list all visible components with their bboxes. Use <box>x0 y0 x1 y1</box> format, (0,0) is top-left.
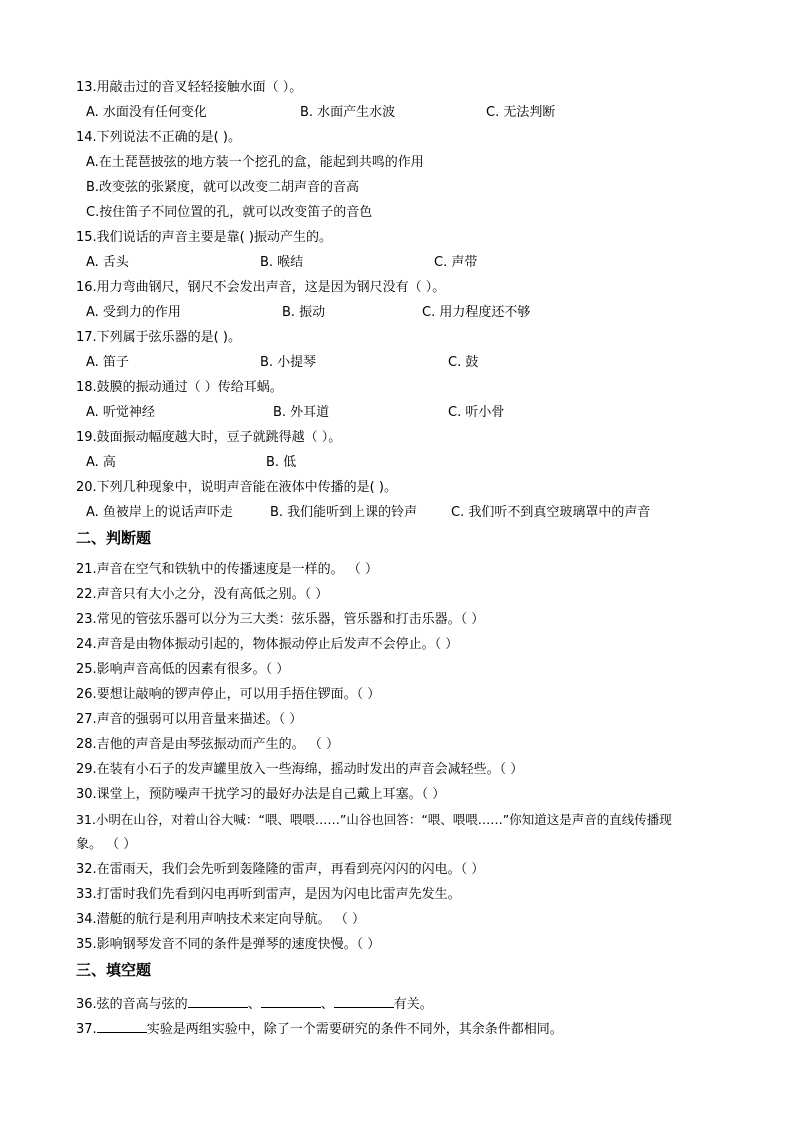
question-13: 13.用敲击过的音叉轻轻接触水面（ ）。 <box>76 80 303 95</box>
question-37 <box>76 1018 563 1038</box>
option-17-c: C. 鼓 <box>448 355 479 370</box>
option-19-a: A. 高 <box>86 455 116 470</box>
option-14-b: B.改变弦的张紧度，就可以改变二胡声音的音高 <box>86 180 360 195</box>
option-15-b: B. 喉结 <box>260 255 304 270</box>
question-14: 14.下列说法不正确的是( )。 <box>76 130 241 145</box>
option-18-b: B. 外耳道 <box>273 405 330 420</box>
answer-blank[interactable] <box>97 1018 147 1033</box>
section-title-judge: 二、判断题 <box>76 529 152 547</box>
option-17-a: A. 笛子 <box>86 355 129 370</box>
option-13-a: A. 水面没有任何变化 <box>86 105 207 120</box>
question-20: 20.下列几种现象中，说明声音能在液体中传播的是( )。 <box>76 480 397 495</box>
option-20-c: C. 我们听不到真空玻璃罩中的声音 <box>451 505 651 520</box>
question-21: 21.声音在空气和铁轨中的传播速度是一样的。 （ ） <box>76 562 378 577</box>
option-14-a: A.在土琵琶披弦的地方装一个挖孔的盒，能起到共鸣的作用 <box>86 155 424 170</box>
option-13-b: B. 水面产生水波 <box>300 105 396 120</box>
question-18: 18.鼓膜的振动通过（ ）传给耳蜗。 <box>76 380 283 395</box>
option-16-c: C. 用力程度还不够 <box>422 305 531 320</box>
question-30: 30.课堂上，预防噪声干扰学习的最好办法是自己戴上耳塞。（ ） <box>76 787 446 802</box>
question-37-text: 实验是两组实验中，除了一个需要研究的条件不同外，其余条件都相同。 <box>146 1022 563 1037</box>
question-16: 16.用力弯曲钢尺，钢尺不会发出声音，这是因为钢尺没有（ ）。 <box>76 280 446 295</box>
question-26: 26.要想让敲响的锣声停止，可以用手捂住锣面。（ ） <box>76 687 381 702</box>
question-22: 22.声音只有大小之分，没有高低之别。（ ） <box>76 587 329 602</box>
separator: 、 <box>247 997 261 1012</box>
question-35: 35.影响钢琴发音不同的条件是弹琴的速度快慢。（ ） <box>76 937 381 952</box>
question-24: 24.声音是由物体振动引起的，物体振动停止后发声不会停止。（ ） <box>76 637 459 652</box>
option-15-c: C. 声带 <box>434 255 478 270</box>
answer-blank[interactable] <box>334 993 394 1008</box>
option-18-c: C. 听小骨 <box>448 405 505 420</box>
question-29: 29.在装有小石子的发声罐里放入一些海绵，摇动时发出的声音会减轻些。（ ） <box>76 762 524 777</box>
answer-blank[interactable] <box>261 993 321 1008</box>
question-32: 32.在雷雨天，我们会先听到轰隆隆的雷声，再看到亮闪闪的闪电。（ ） <box>76 862 485 877</box>
option-13-c: C. 无法判断 <box>486 105 556 120</box>
question-36 <box>76 993 433 1013</box>
section-title-fill: 三、填空题 <box>76 961 152 979</box>
question-23: 23.常见的管弦乐器可以分为三大类：弦乐器，管乐器和打击乐器。（ ） <box>76 612 485 627</box>
option-16-b: B. 振动 <box>282 305 326 320</box>
answer-blank[interactable] <box>188 993 248 1008</box>
question-27: 27.声音的强弱可以用音量来描述。（ ） <box>76 712 303 727</box>
question-15: 15.我们说话的声音主要是靠( )振动产生的。 <box>76 230 332 245</box>
question-37-number: 37. <box>76 1022 97 1037</box>
option-14-c: C.按住笛子不同位置的孔，就可以改变笛子的音色 <box>86 205 373 220</box>
question-19: 19.鼓面振动幅度越大时，豆子就跳得越（ ）。 <box>76 430 342 445</box>
option-18-a: A. 听觉神经 <box>86 405 155 420</box>
question-36-text: 36.弦的音高与弦的 <box>76 997 188 1012</box>
option-20-a: A. 鱼被岸上的说话声吓走 <box>86 505 233 520</box>
option-16-a: A. 受到力的作用 <box>86 305 181 320</box>
question-28: 28.吉他的声音是由琴弦振动而产生的。 （ ） <box>76 737 339 752</box>
question-31: 31.小明在山谷，对着山谷大喊：“喂、喂喂……”山谷也回答：“喂、喂喂……”你知道这是声音的直线传播现 <box>76 812 672 827</box>
separator: 、 <box>320 997 334 1012</box>
question-31-cont: 象。 （ ） <box>76 837 137 852</box>
question-17: 17.下列属于弦乐器的是( )。 <box>76 330 241 345</box>
option-15-a: A. 舌头 <box>86 255 129 270</box>
question-25: 25.影响声音高低的因素有很多。（ ） <box>76 662 290 677</box>
question-34: 34.潜艇的航行是利用声呐技术来定向导航。 （ ） <box>76 912 365 927</box>
question-36-suffix: 有关。 <box>393 997 433 1012</box>
option-19-b: B. 低 <box>266 455 297 470</box>
question-33: 33.打雷时我们先看到闪电再听到雷声，是因为闪电比雷声先发生。 <box>76 887 461 902</box>
option-20-b: B. 我们能听到上课的铃声 <box>270 505 418 520</box>
option-17-b: B. 小提琴 <box>260 355 317 370</box>
